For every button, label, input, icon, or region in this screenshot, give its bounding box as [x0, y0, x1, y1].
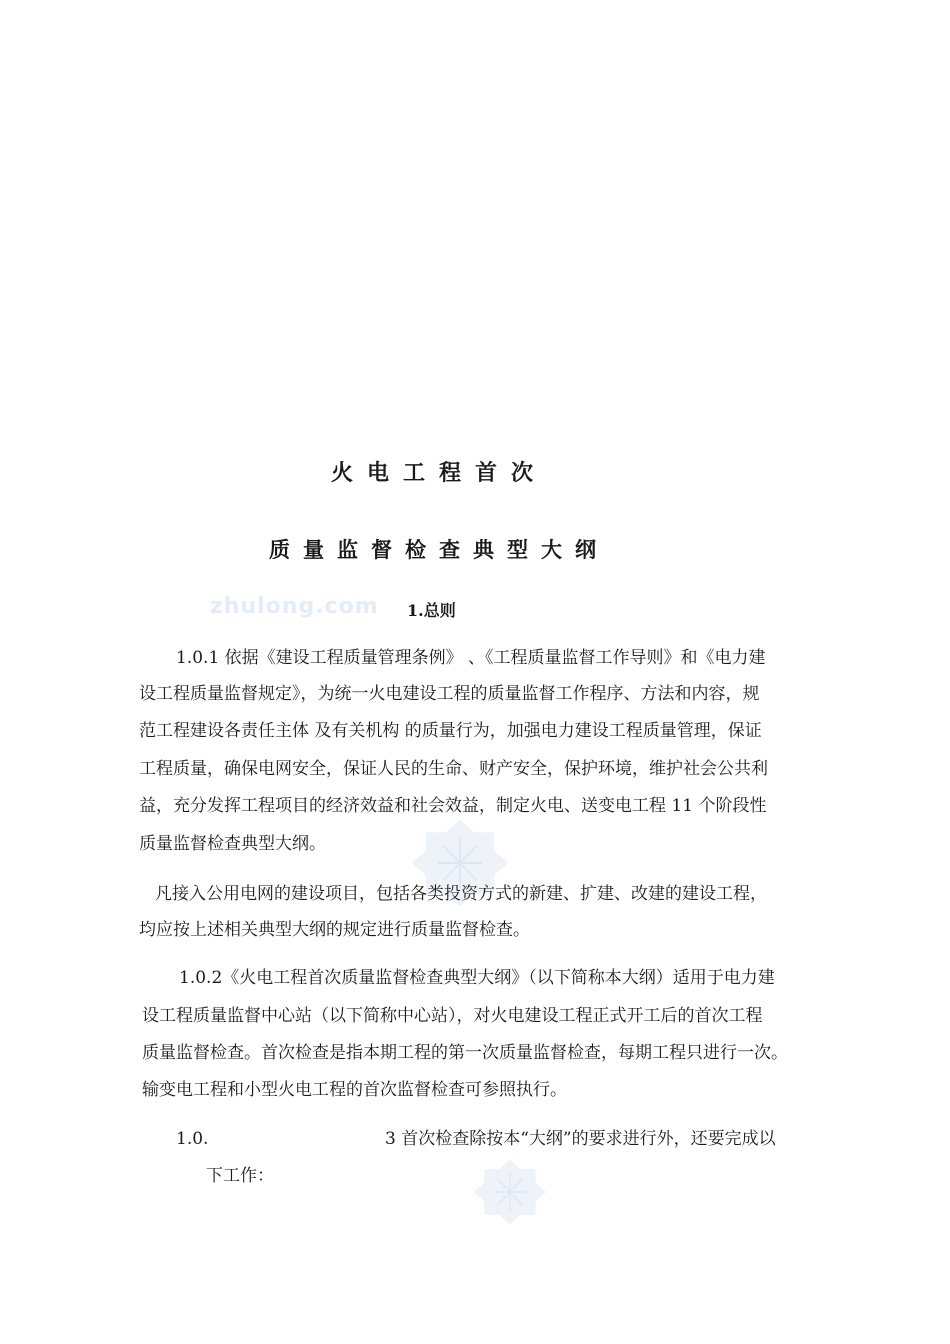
watermark-text: zhulong.com — [210, 594, 379, 619]
paragraph-line: 凡接入公用电网的建设项目，包括各类投资方式的新建、扩建、改建的建设工程， — [155, 884, 767, 904]
paragraph-line: 输变电工程和小型火电工程的首次监督检查可参照执行。 — [142, 1080, 567, 1100]
paragraph-line: 质量监督检查典型大纲。 — [139, 834, 326, 854]
paragraph-line: 下工作： — [206, 1166, 274, 1186]
clause-number: 1.0. — [176, 1129, 209, 1149]
paragraph-line: 1.0.1 依据《建设工程质量管理条例》 、《工程质量监督工作导则》和《电力建 — [176, 648, 766, 668]
paragraph-line: 1.0.2《火电工程首次质量监督检查典型大纲》（以下简称本大纲）适用于电力建 — [179, 968, 775, 988]
paragraph-line: 3 首次检查除按本“大纲”的要求进行外，还要完成以 — [385, 1129, 776, 1149]
paragraph-line: 质量监督检查。首次检查是指本期工程的第一次质量监督检查，每期工程只进行一次。 — [142, 1043, 788, 1063]
paragraph-line: 范工程建设各责任主体 及有关机构 的质量行为，加强电力建设工程质量管理，保证 — [139, 721, 762, 741]
paragraph-line: 益，充分发挥工程项目的经济效益和社会效益，制定火电、送变电工程 11 个阶段性 — [139, 796, 767, 816]
document-title-line1: 火电工程首次 — [330, 461, 547, 486]
paragraph-line: 设工程质量监督中心站（以下简称中心站），对火电建设工程正式开工后的首次工程 — [142, 1006, 763, 1026]
paragraph-line: 工程质量，确保电网安全，保证人民的生命、财产安全，保护环境，维护社会公共利 — [139, 759, 768, 779]
watermark-emblem-icon — [472, 1158, 548, 1226]
paragraph-line: 设工程质量监督规定》，为统一火电建设工程的质量监督工作程序、方法和内容，规 — [139, 684, 760, 704]
paragraph-line: 均应按上述相关典型大纲的规定进行质量监督检查。 — [139, 920, 530, 940]
document-title-line2: 质量监督检查典型大纲 — [269, 538, 609, 562]
section-heading: 1.总则 — [407, 601, 456, 620]
